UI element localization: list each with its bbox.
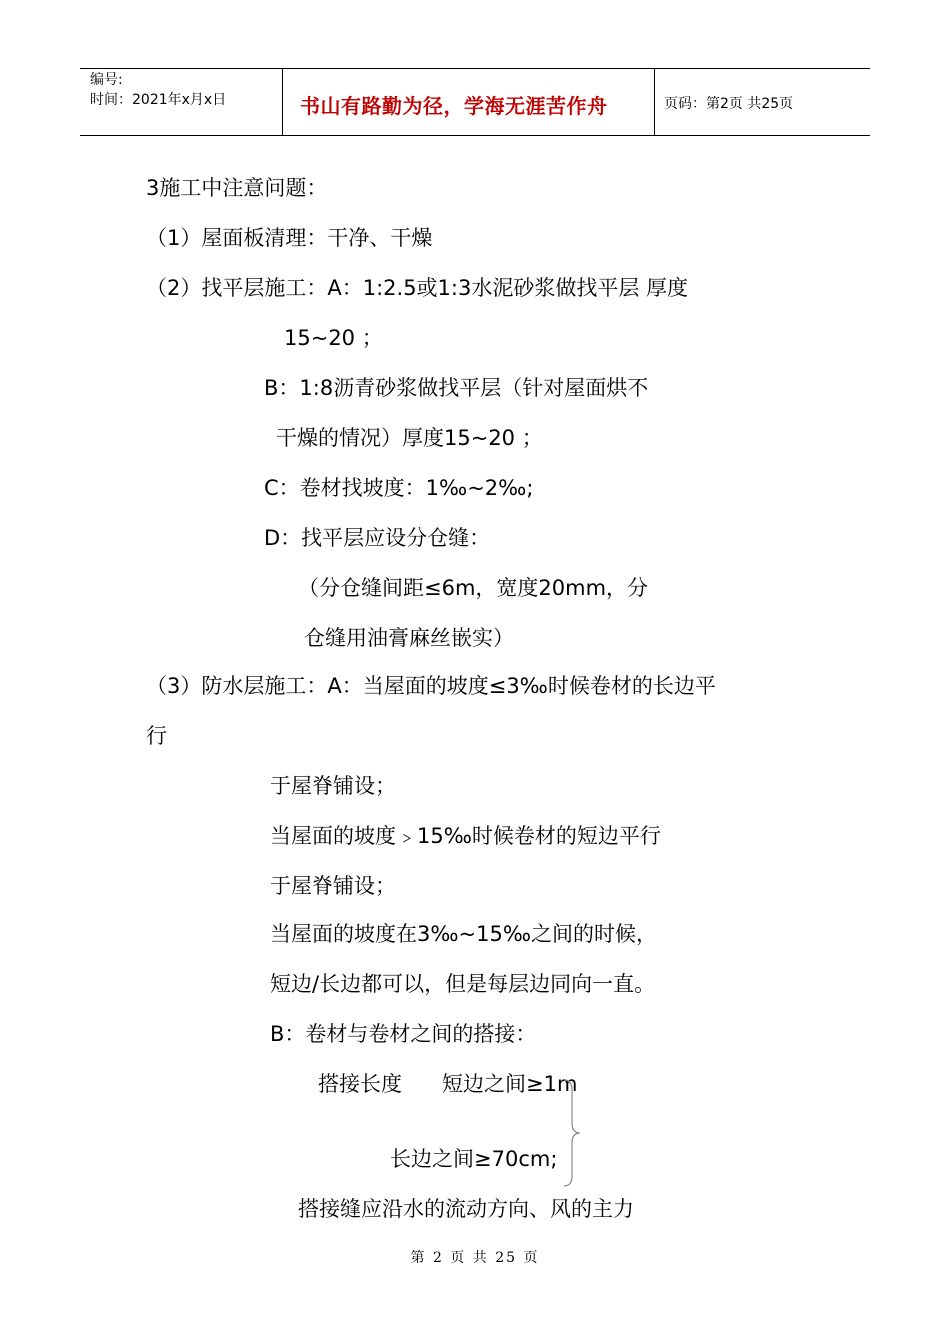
item-2-thickness: 15~20 ； xyxy=(284,326,383,350)
item-3: （3）防水层施工：A：当屋面的坡度≤3‰时候卷材的长边平 xyxy=(146,674,716,698)
curly-brace xyxy=(560,1078,584,1188)
header-divider-right xyxy=(654,68,655,136)
header-page-info: 页码：第2页 共25页 xyxy=(664,96,794,112)
document-date: 时间：2021年x月x日 xyxy=(90,92,227,108)
header-divider-left xyxy=(282,68,283,136)
item-2-b-cont: 干燥的情况）厚度15~20 ； xyxy=(276,426,543,450)
header-motto: 书山有路勤为径，学海无涯苦作舟 xyxy=(300,94,608,118)
overlap-length-long: 长边之间≥70cm; xyxy=(390,1147,558,1171)
overlap-length-short: 搭接长度 短边之间≥1m xyxy=(318,1072,578,1096)
header-bottom-rule xyxy=(80,135,870,136)
item-3-a-cont-1: 于屋脊铺设； xyxy=(270,774,396,798)
document-number-label: 编号: xyxy=(90,72,123,88)
item-3-a-cont-2: 当屋面的坡度﹥15‰时候卷材的短边平行 xyxy=(270,824,661,848)
header-top-rule xyxy=(80,68,870,69)
item-3-a-cont-4: 当屋面的坡度在3‰~15‰之间的时候， xyxy=(270,922,658,946)
item-2-d-detail: （分仓缝间距≤6m，宽度20mm，分 xyxy=(298,576,649,600)
seam-direction: 搭接缝应沿水的流动方向、风的主力 xyxy=(298,1197,634,1221)
page-footer: 第 2 页 共 25 页 xyxy=(410,1250,540,1266)
item-2: （2）找平层施工：A：1:2.5或1:3水泥砂浆做找平层 厚度 xyxy=(146,276,689,300)
item-3-a-cont-5: 短边/长边都可以，但是每层边同向一直。 xyxy=(270,972,656,996)
item-3-b: B：卷材与卷材之间的搭接： xyxy=(270,1022,537,1046)
item-2-d-detail-cont: 仓缝用油膏麻丝嵌实） xyxy=(304,626,514,650)
item-2-c: C：卷材找坡度：1‰~2‰; xyxy=(264,476,534,500)
section-title: 3施工中注意问题： xyxy=(146,176,328,200)
item-2-d: D：找平层应设分仓缝： xyxy=(264,526,491,550)
header-info xyxy=(90,70,226,110)
item-3-wrap: 行 xyxy=(146,724,167,748)
item-1: （1）屋面板清理：干净、干燥 xyxy=(146,226,433,250)
item-3-a-cont-3: 于屋脊铺设； xyxy=(270,874,396,898)
item-2-b: B：1:8沥青砂浆做找平层（针对屋面烘不 xyxy=(264,376,649,400)
